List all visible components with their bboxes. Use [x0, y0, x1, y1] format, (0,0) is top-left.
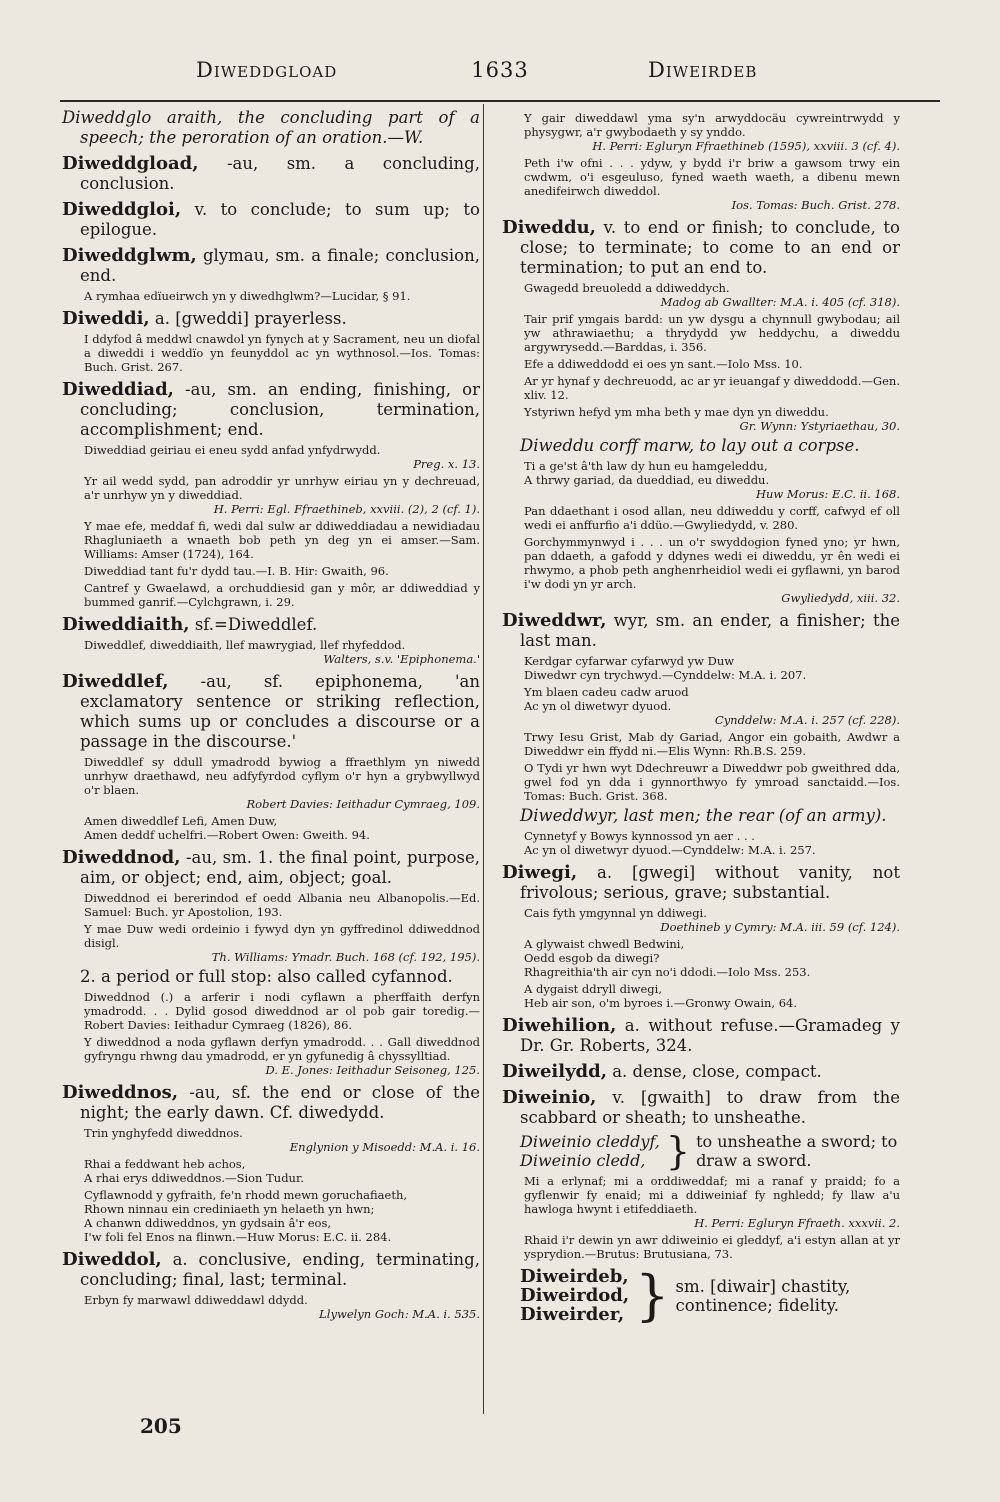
entry-diweddgload — [62, 154, 480, 194]
verse-line: Kerdgar cyfarwar cyfarwyd yw Duw — [524, 654, 735, 668]
citation — [524, 156, 900, 212]
folio-number: 205 — [140, 1414, 182, 1438]
verse-line: Amen diweddlef Lefi, Amen Duw, — [84, 814, 278, 828]
citation — [524, 111, 900, 153]
left-column — [62, 108, 480, 1327]
citation — [84, 922, 480, 964]
phrase-gloss: to unsheathe a sword; to — [696, 1132, 898, 1151]
citation — [524, 906, 900, 934]
citation-source: Gr. Wynn: Ystyriaethau, 30. — [739, 419, 900, 433]
entry-definition: v. to conclude; to sum up; to epilogue. — [80, 200, 480, 239]
citation: Diweddnod ei bererindod ef oedd Albania neu Albanopolis.—Ed. Samuel: Buch. yr Apostolion, 193. — [84, 891, 480, 919]
citation-text: Trin ynghyfedd diweddnos. — [84, 1126, 243, 1140]
citation-text: Ystyriwn hefyd ym mha beth y mae dyn yn diweddu. — [524, 405, 829, 419]
entry-definition: a. dense, close, compact. — [606, 1062, 822, 1081]
entry-definition: -au, sf. epiphonema, 'an exclamatory sentence or striking reflection, which sums up or concludes a discourse or a passage in the discourse.' — [80, 672, 480, 751]
citation: O Tydi yr hwn wyt Ddechreuwr a Diweddwr pob gweithred dda, gwel fod yn dda i gynnorthwyo fy ymroad sanctaidd.—Ios. Tomas: Buch. Grist. 368. — [524, 761, 900, 803]
citation — [524, 281, 900, 309]
phrase: Diweinio cleddyf, — [520, 1132, 660, 1151]
headword: Diweddnos, — [62, 1082, 179, 1103]
verse-line: A dygaist ddryll diwegi, — [524, 982, 663, 996]
headword: Diweddglwm, — [62, 245, 197, 266]
entry-definition: a. without refuse.—Gramadeg y Dr. Gr. Roberts, 324. — [520, 1016, 900, 1055]
entry-diweddnos — [62, 1083, 480, 1244]
verse-line: Heb air son, o'm byroes i.—Gronwy Owain, 64. — [524, 996, 798, 1010]
headword: Diwehilion, — [502, 1015, 617, 1036]
citation: Diweddiad tant fu'r dydd tau.—I. B. Hir: Gwaith, 96. — [84, 564, 389, 578]
citation-text: Y mae Duw wedi ordeinio i fywyd dyn yn gyffredinol ddiweddnod disigl. — [84, 922, 480, 950]
verse-line: Ac yn ol diwetwyr dyuod. — [524, 699, 672, 713]
verse-line: A thrwy gariad, da dueddiad, eu diweddu. — [524, 473, 770, 487]
citation-source: H. Perri: Egluryn Ffraeth. xxxvii. 2. — [694, 1216, 900, 1230]
entry-definition: Diweddglo araith, the concluding part of a speech; the peroration of an oration.—W. — [62, 108, 480, 147]
citation-source: Gwyliedydd, xiii. 32. — [781, 591, 900, 605]
citation: Diweddnod (.) a arferir i nodi cyflawn a pherffaith derfyn ymadrodd. . . Dylid gosod diweddnod ar ol pob gair toredig.—Robert Davies: Ieithadur Cymraeg (1826), 86. — [84, 990, 480, 1032]
entry-definition: sf.=Diweddlef. — [189, 615, 318, 634]
citation — [84, 1293, 480, 1321]
running-head-left: Diweddgload — [196, 58, 338, 82]
headword: Diweilydd, — [502, 1061, 607, 1082]
entry-definition: -au, sf. the end or close of the night; the early dawn. Cf. diwedydd. — [80, 1083, 480, 1122]
headword: Diweirder, — [520, 1304, 625, 1325]
verse-line: Rhown ninnau ein crediniaeth yn helaeth yn hwn; — [84, 1202, 375, 1216]
citation: A rymhaa edïueirwch yn y diwedhglwm?—Lucidar, § 91. — [84, 289, 411, 303]
citation — [84, 443, 480, 471]
citation-verse — [524, 982, 900, 1010]
citation — [84, 474, 480, 516]
right-brace-icon: } — [665, 1129, 691, 1173]
citation: Trwy Iesu Grist, Mab dy Gariad, Angor ein gobaith, Awdwr a Diweddwr ein ffydd ni.—Elis Wynn: Rh.B.S. 259. — [524, 730, 900, 758]
citation — [524, 1174, 900, 1230]
headword: Diweddgload, — [62, 153, 199, 174]
headword: Diweddol, — [62, 1249, 162, 1270]
phrase: Diweinio cledd, — [520, 1151, 646, 1170]
citation — [84, 1126, 480, 1154]
running-head — [60, 58, 940, 88]
verse-line: A chanwn ddiweddnos, yn gydsain â'r eos, — [84, 1216, 332, 1230]
right-column — [502, 108, 900, 1330]
entry-diweddol — [62, 1250, 480, 1321]
headword: Diwegi, — [502, 862, 578, 883]
citation-source: Llywelyn Goch: M.A. i. 535. — [319, 1307, 480, 1321]
citation-source: H. Perri: Egl. Ffraethineb, xxviii. (2), 2 (cf. 1). — [213, 502, 480, 516]
citation: Y mae efe, meddaf fi, wedi dal sulw ar ddiweddiadau a newidiadau Rhagluniaeth a wnaeth bob peth yn deg yn ei amser.—Sam. Williams: Amser (1724), 164. — [84, 519, 480, 561]
entry-definition: v. to end or finish; to conclude, to close; to terminate; to come to an end or termination; to put an end to. — [520, 218, 900, 277]
citation-source: Ios. Tomas: Buch. Grist. 278. — [731, 198, 900, 212]
verse-line: A rhai erys ddiweddnos.—Sion Tudur. — [84, 1171, 304, 1185]
citation-source: Robert Davies: Ieithadur Cymraeg, 109. — [246, 797, 480, 811]
headword: Diweddlef, — [62, 671, 169, 692]
citation: Efe a ddiweddodd ei oes yn sant.—Iolo Mss. 10. — [524, 357, 803, 371]
entry-diweddlef — [62, 672, 480, 842]
citation: Tair prif ymgais bardd: un yw dysgu a chynnull gwybodau; ail yw athrawiaethu; a thrydydd yw heddychu, a diweddu argywrysedd.—Barddas, i. 356. — [524, 312, 900, 354]
headword: Diweinio, — [502, 1087, 597, 1108]
entry-definition: wyr, sm. an ender, a finisher; the last man. — [520, 611, 900, 650]
citation — [84, 638, 480, 666]
citation — [84, 1035, 480, 1077]
running-head-right: Diweirdeb — [648, 58, 758, 82]
citation-source: Madog ab Gwallter: M.A. i. 405 (cf. 318). — [660, 295, 900, 309]
citation: Pan ddaethant i osod allan, neu ddiweddu y corff, cafwyd ef oll wedi ei anffurfio a'i ddüo.—Gwyliedydd, v. 280. — [524, 504, 900, 532]
verse-line: Ac yn ol diwetwyr dyuod.—Cynddelw: M.A. i. 257. — [524, 843, 816, 857]
page-number: 1633 — [471, 58, 529, 82]
citation-source: Preg. x. 13. — [413, 457, 480, 471]
citation-verse — [524, 459, 900, 501]
sub-sense: Diweddwyr, last men; the rear (of an army). — [520, 806, 887, 825]
verse-line: Oedd esgob da diwegi? — [524, 951, 660, 965]
phrase-gloss: draw a sword. — [696, 1151, 812, 1170]
citation: Ar yr hynaf y dechreuodd, ac ar yr ieuangaf y diweddodd.—Gen. xliv. 12. — [524, 374, 900, 402]
entry-diweinio — [502, 1088, 900, 1261]
citation-source: Walters, s.v. 'Epiphonema.' — [323, 652, 480, 666]
verse-line: Ti a ge'st â'th law dy hun eu hamgeleddu, — [524, 459, 768, 473]
entry-definition: -au, sm. 1. the final point, purpose, aim, or object; end, aim, object; goal. — [80, 848, 480, 887]
citation-text: Diweddlef, diweddiaith, llef mawrygiad, llef rhyfeddod. — [84, 638, 406, 652]
headword: Diweddiad, — [62, 379, 174, 400]
citation — [524, 405, 900, 433]
headword: Diweddi, — [62, 308, 150, 329]
entry-diweddglwm — [62, 246, 480, 303]
citation-source: Huw Morus: E.C. ii. 168. — [756, 487, 900, 501]
citation-text: Erbyn fy marwawl ddiweddawl ddydd. — [84, 1293, 308, 1307]
headword-brace-group — [520, 1263, 900, 1327]
entry-definition: a. conclusive, ending, terminating, concluding; final, last; terminal. — [80, 1250, 480, 1289]
citation-source: Englynion y Misoedd: M.A. i. 16. — [289, 1140, 480, 1154]
verse-line: Diwedwr cyn trychwyd.—Cynddelw: M.A. i. 207. — [524, 668, 807, 682]
verse-line: A glywaist chwedl Bedwini, — [524, 937, 685, 951]
entry-diweddiad — [62, 380, 480, 609]
citation-verse — [524, 829, 900, 857]
sub-sense: 2. a period or full stop: also called cyfannod. — [80, 967, 453, 986]
citation-verse — [524, 685, 900, 727]
verse-line: Cyflawnodd y gyfraith, fe'n rhodd mewn goruchafiaeth, — [84, 1188, 408, 1202]
citation-text: Y diweddnod a noda gyflawn derfyn ymadrodd. . . Gall diweddnod gyfryngu rhwng dau ymadrodd, er yn gyfunedig â chyssylltiad. — [84, 1035, 480, 1063]
entry-definition: glymau, sm. a finale; conclusion, end. — [80, 246, 480, 285]
citation-text: Cais fyth ymgynnal yn ddiwegi. — [524, 906, 707, 920]
citation-source: D. E. Jones: Ieithadur Seisoneg, 125. — [265, 1063, 480, 1077]
entry-definition: a. [gwegi] without vanity, not frivolous; serious, grave; substantial. — [520, 863, 900, 902]
entry-definition: sm. [diwair] chastity, continence; fidelity. — [675, 1276, 851, 1315]
headword: Diweddu, — [502, 217, 596, 238]
entry-diweddu — [502, 218, 900, 605]
headword: Diweirdeb, — [520, 1266, 629, 1287]
entry-diweirdeb — [502, 1263, 900, 1327]
headword: Diweddwr, — [502, 610, 607, 631]
headword: Diweddiaith, — [62, 614, 190, 635]
verse-line: Rhai a feddwant heb achos, — [84, 1157, 246, 1171]
citation-verse — [524, 937, 900, 979]
citation-source: Th. Williams: Ymadr. Buch. 168 (cf. 192, 195). — [211, 950, 480, 964]
citation-source: H. Perri: Egluryn Ffraethineb (1595), xxviii. 3 (cf. 4). — [592, 139, 900, 153]
citation-text: Yr ail wedd sydd, pan adroddir yr unrhyw eiriau yn y dechreuad, a'r unrhyw yn y diweddiad. — [84, 474, 480, 502]
headword: Diweddnod, — [62, 847, 181, 868]
verse-line: Rhagreithia'th air cyn no'i ddodi.—Iolo Mss. 253. — [524, 965, 811, 979]
citation — [524, 535, 900, 605]
entry-diweddnod — [62, 848, 480, 1077]
citation-text: Diweddiad geiriau ei eneu sydd anfad ynfydrwydd. — [84, 443, 381, 457]
entry-diweddi — [62, 309, 480, 374]
citation: I ddyfod â meddwl cnawdol yn fynych at y Sacrament, neu un diofal a diweddi i weddïo yn feunyddol ac yn wythnosol.—Ios. Tomas: Buch. Grist. 267. — [84, 332, 480, 374]
entry-definition: -au, sm. a concluding, conclusion. — [80, 154, 480, 193]
verse-line: Amen deddf uchelfri.—Robert Owen: Gweith. 94. — [84, 828, 370, 842]
entry-diwehilion — [502, 1016, 900, 1056]
citation-source: Cynddelw: M.A. i. 257 (cf. 228). — [714, 713, 900, 727]
sub-sense: Diweddu corff marw, to lay out a corpse. — [520, 436, 860, 455]
citation-verse — [84, 1188, 480, 1244]
citation-verse — [84, 814, 480, 842]
entry-definition: v. [gwaith] to draw from the scabbard or sheath; to unsheathe. — [520, 1088, 900, 1127]
verse-line: I'w foli fel Enos na flinwn.—Huw Morus: E.C. ii. 284. — [84, 1230, 392, 1244]
citation-source: Doethineb y Cymry: M.A. iii. 59 (cf. 124). — [660, 920, 900, 934]
citation: Rhaid i'r dewin yn awr ddiweinio ei gleddyf, a'i estyn allan at yr ysprydion.—Brutus: Brutusiana, 73. — [524, 1233, 900, 1261]
right-brace-icon: } — [635, 1263, 670, 1327]
citation-text: Mi a erlynaf; mi a orddiweddaf; mi a ranaf y praidd; fo a gyflenwir fy enaid; mi a ddiweiniaf fy nghledd; fy llaw a'u hawloga hwynt i etifeddiaeth. — [524, 1174, 900, 1216]
entry-diwegi — [502, 863, 900, 1010]
citation: Cantref y Gwaelawd, a orchuddiesid gan y môr, ar ddiweddiad y bummed ganrif.—Cylchgrawn, i. 29. — [84, 581, 480, 609]
verse-line: Ym blaen cadeu cadw aruod — [524, 685, 689, 699]
citation-verse — [84, 1157, 480, 1185]
citation — [84, 755, 480, 811]
headword: Diweddgloi, — [62, 199, 182, 220]
entry-definition: a. [gweddi] prayerless. — [149, 309, 347, 328]
entry-definition: -au, sm. an ending, finishing, or concluding; conclusion, termination, accomplishment; end. — [80, 380, 480, 439]
entry-diweilydd — [502, 1062, 900, 1082]
citation-verse — [524, 654, 900, 682]
citation-text: Y gair diweddawl yma sy'n arwyddocäu cywreintrwydd y physygwr, a'r gwybodaeth y sy ynddo. — [524, 111, 900, 139]
phrase-brace-group — [520, 1129, 900, 1173]
citation-text: Peth i'w ofni . . . ydyw, y bydd i'r briw a gawsom trwy ein cwdwm, o'i esgeuluso, fyned waeth waeth, a dibenu mewn anedifeirwch diweddol. — [524, 156, 900, 198]
entry-diweddol-continued — [502, 111, 900, 212]
entry-diweddgloi — [62, 200, 480, 240]
column-divider — [483, 104, 484, 1414]
citation-text: Gwagedd breuoledd a ddiweddych. — [524, 281, 730, 295]
entry-diweddiaith — [62, 615, 480, 666]
header-rule — [60, 100, 940, 102]
headword: Diweirdod, — [520, 1285, 630, 1306]
verse-line: Cynnetyf y Bowys kynnossod yn aer . . . — [524, 829, 755, 843]
citation-text: Diweddlef sy ddull ymadrodd bywiog a ffraethlym yn niwedd unrhyw draethawd, neu adfyfyrdod cyflym o'r hyn a grybwyllwyd o'r blaen. — [84, 755, 480, 797]
citation-text: Gorchymmynwyd i . . . un o'r swyddogion fyned yno; yr hwn, pan ddaeth, a gafodd y ddynes wedi ei diweddu, yr ên wedi ei rhwymo, a phob peth anghenrheidiol wedi ei gyflawni, yn barod i'w dodi yn yr arch. — [524, 535, 900, 591]
entry-diweddglo-araith — [62, 108, 480, 148]
entry-diweddwr — [502, 611, 900, 857]
